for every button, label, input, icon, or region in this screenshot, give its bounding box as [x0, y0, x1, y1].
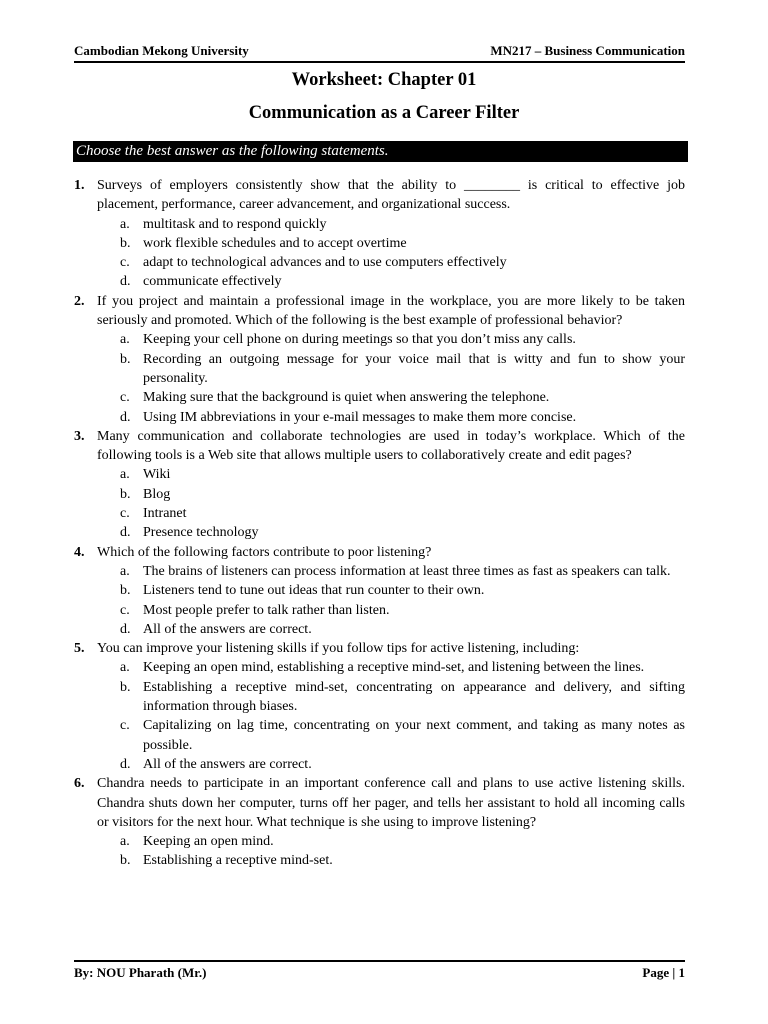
- option-text: Keeping an open mind, establishing a receptive mind-set, and listening between the lines.: [143, 660, 645, 676]
- option-letter: c.: [120, 602, 130, 618]
- answer-option: [120, 408, 685, 427]
- answer-option: [120, 350, 685, 389]
- answer-option: [120, 272, 685, 291]
- option-text: Wiki: [143, 467, 171, 483]
- option-text: Intranet: [143, 506, 187, 522]
- answer-option: [120, 716, 685, 755]
- option-letter: b.: [120, 351, 131, 367]
- answer-option: [120, 562, 685, 581]
- question-text: You can improve your listening skills if you follow tips for active listening, including:: [97, 641, 580, 657]
- answer-option: [120, 504, 685, 523]
- option-text: Blog: [143, 486, 171, 502]
- question-number: 5.: [74, 641, 85, 657]
- question-body: [97, 427, 685, 543]
- option-text: Keeping your cell phone on during meetings so that you don’t miss any calls.: [143, 332, 576, 348]
- question-item: [74, 543, 685, 639]
- answer-option: [120, 658, 685, 677]
- question-text: If you project and maintain a professional image in the workplace, you are more likely to be taken seriously and promoted. Which of the following is the best example of professional behavior?: [97, 293, 685, 329]
- option-letter: b.: [120, 853, 131, 869]
- answer-option: [120, 330, 685, 349]
- answer-option: [120, 620, 685, 639]
- option-letter: d.: [120, 525, 131, 541]
- option-text: Recording an outgoing message for your voice mail that is witty and fun to show your personality.: [143, 351, 685, 386]
- option-text: multitask and to respond quickly: [143, 216, 327, 232]
- option-letter: a.: [120, 216, 130, 232]
- answer-option: [120, 234, 685, 253]
- question-body: [97, 292, 685, 427]
- question-number: 6.: [74, 776, 85, 792]
- answer-option: [120, 755, 685, 774]
- question-number: 3.: [74, 428, 85, 444]
- answer-option: [120, 253, 685, 272]
- answer-option: [120, 485, 685, 504]
- footer-page-number: Page | 1: [642, 965, 685, 980]
- option-letter: a.: [120, 834, 130, 850]
- option-letter: c.: [120, 390, 130, 406]
- option-text: Listeners tend to tune out ideas that run counter to their own.: [143, 583, 485, 599]
- answer-option: [120, 388, 685, 407]
- option-letter: c.: [120, 506, 130, 522]
- option-letter: a.: [120, 332, 130, 348]
- question-text: Chandra needs to participate in an important conference call and plans to use active listening skills. Chandra shuts down her computer, turns off her pager, and tells her assistant to hold all incoming calls or visitors for the next hour. What technique is she using to improve listening?: [97, 776, 685, 830]
- question-body: [97, 543, 685, 639]
- option-text: Capitalizing on lag time, concentrating on your next comment, and taking as many notes as possible.: [143, 718, 685, 753]
- option-letter: b.: [120, 583, 131, 599]
- answer-option: [120, 601, 685, 620]
- option-letter: c.: [120, 255, 130, 271]
- answer-option: [120, 215, 685, 234]
- header-university: Cambodian Mekong University: [74, 43, 249, 58]
- option-text: Establishing a receptive mind-set.: [143, 853, 333, 869]
- option-text: Making sure that the background is quiet when answering the telephone.: [143, 390, 550, 406]
- option-text: All of the answers are correct.: [143, 756, 312, 772]
- option-text: All of the answers are correct.: [143, 621, 312, 637]
- question-body: [97, 639, 685, 774]
- worksheet-title: Worksheet: Chapter 01: [291, 70, 477, 90]
- option-letter: a.: [120, 563, 130, 579]
- answer-option: [120, 465, 685, 484]
- option-text: communicate effectively: [143, 274, 282, 290]
- footer-author: By: NOU Pharath (Mr.): [74, 965, 207, 980]
- question-item: [74, 176, 685, 292]
- option-letter: d.: [120, 274, 131, 290]
- page-footer: [74, 960, 685, 981]
- question-body: [97, 774, 685, 870]
- option-letter: d.: [120, 409, 131, 425]
- answer-option: [120, 832, 685, 851]
- option-letter: a.: [120, 660, 130, 676]
- option-text: work flexible schedules and to accept overtime: [143, 235, 407, 251]
- question-item: [74, 292, 685, 427]
- option-letter: a.: [120, 467, 130, 483]
- answer-option: [120, 523, 685, 542]
- option-text: Most people prefer to talk rather than listen.: [143, 602, 390, 618]
- option-text: Using IM abbreviations in your e-mail messages to make them more concise.: [143, 409, 577, 425]
- option-text: adapt to technological advances and to use computers effectively: [143, 255, 507, 271]
- question-list: [74, 176, 685, 871]
- worksheet-subtitle: Communication as a Career Filter: [248, 103, 520, 123]
- question-number: 2.: [74, 293, 85, 309]
- question-text: Surveys of employers consistently show that the ability to ________ is critical to effective job placement, performance, career advancement, and organizational success.: [97, 178, 685, 213]
- option-letter: d.: [120, 621, 131, 637]
- question-item: [74, 639, 685, 774]
- option-letter: d.: [120, 756, 131, 772]
- question-text: Many communication and collaborate technologies are used in today’s workplace. Which of the following tools is a Web site that allows multiple users to collaboratively create and edit pages?: [97, 428, 685, 464]
- option-text: Keeping an open mind.: [143, 834, 274, 850]
- header-course: MN217 – Business Communication: [490, 43, 685, 58]
- option-letter: b.: [120, 679, 131, 695]
- option-text: The brains of listeners can process information at least three times as fast as speakers can talk.: [143, 563, 671, 579]
- option-letter: c.: [120, 718, 130, 734]
- question-item: [74, 774, 685, 870]
- option-text: Establishing a receptive mind-set, concentrating on appearance and delivery, and sifting information through biases.: [143, 679, 685, 715]
- question-body: [97, 176, 685, 292]
- question-item: [74, 427, 685, 543]
- answer-option: [120, 678, 685, 717]
- question-number: 4.: [74, 544, 85, 560]
- option-text: Presence technology: [143, 525, 259, 541]
- page-header: [74, 43, 685, 63]
- answer-option: [120, 851, 685, 870]
- option-letter: b.: [120, 235, 131, 251]
- instruction-banner: Choose the best answer as the following statements.: [73, 141, 688, 162]
- question-number: 1.: [74, 178, 85, 193]
- answer-option: [120, 581, 685, 600]
- option-letter: b.: [120, 486, 131, 502]
- question-text: Which of the following factors contribute to poor listening?: [97, 544, 432, 560]
